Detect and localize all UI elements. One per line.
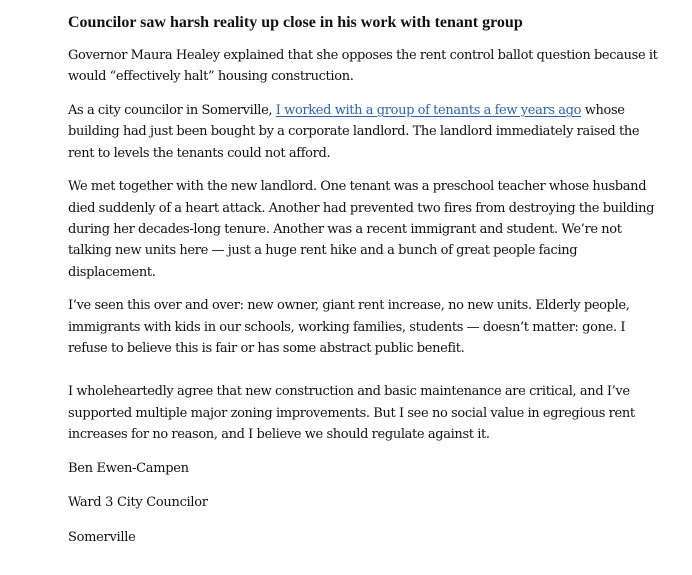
- letter-article: [68, 12, 666, 561]
- letter-headline: Councilor saw harsh reality up close in his work with tenant group: [68, 14, 523, 31]
- paragraph-2: [68, 100, 666, 164]
- paragraph-3: We met together with the new landlord. One tenant was a preschool teacher whose husband died suddenly of a heart attack. Another had prevented two fires from destroying the building during her decades-long tenure. Another was a recent immigrant and student. We’re not talking new units here — just a huge rent hike and a bunch of great people facing displacement.: [68, 179, 655, 280]
- paragraph-1: Governor Maura Healey explained that she opposes the rent control ballot question because it would “effectively halt” housing construction.: [68, 48, 658, 85]
- paragraph-5: I wholeheartedly agree that new construction and basic maintenance are critical, and I’ve supported multiple major zoning improvements. But I see no social value in egregious rent increases for no reason, and I believe we should regulate against it.: [68, 384, 635, 442]
- tenants-group-link[interactable]: I worked with a group of tenants a few years ago: [275, 103, 582, 119]
- paragraph-2-before: As a city councilor in Somerville,: [68, 103, 276, 119]
- paragraph-2-after: whose building had just been bought by a corporate landlord. The landlord immediately raised the rent to levels the tenants could not afford.: [68, 103, 640, 161]
- signature-city: Somerville: [68, 529, 136, 545]
- signature-name: Ben Ewen-Campen: [68, 460, 189, 476]
- paragraph-4: I’ve seen this over and over: new owner, giant rent increase, no new units. Elderly people, immigrants with kids in our schools, working families, students — doesn’t matter: gone. I refuse to believe this is fair or has some abstract public benefit.: [68, 298, 630, 357]
- signature-title: Ward 3 City Councilor: [68, 495, 208, 511]
